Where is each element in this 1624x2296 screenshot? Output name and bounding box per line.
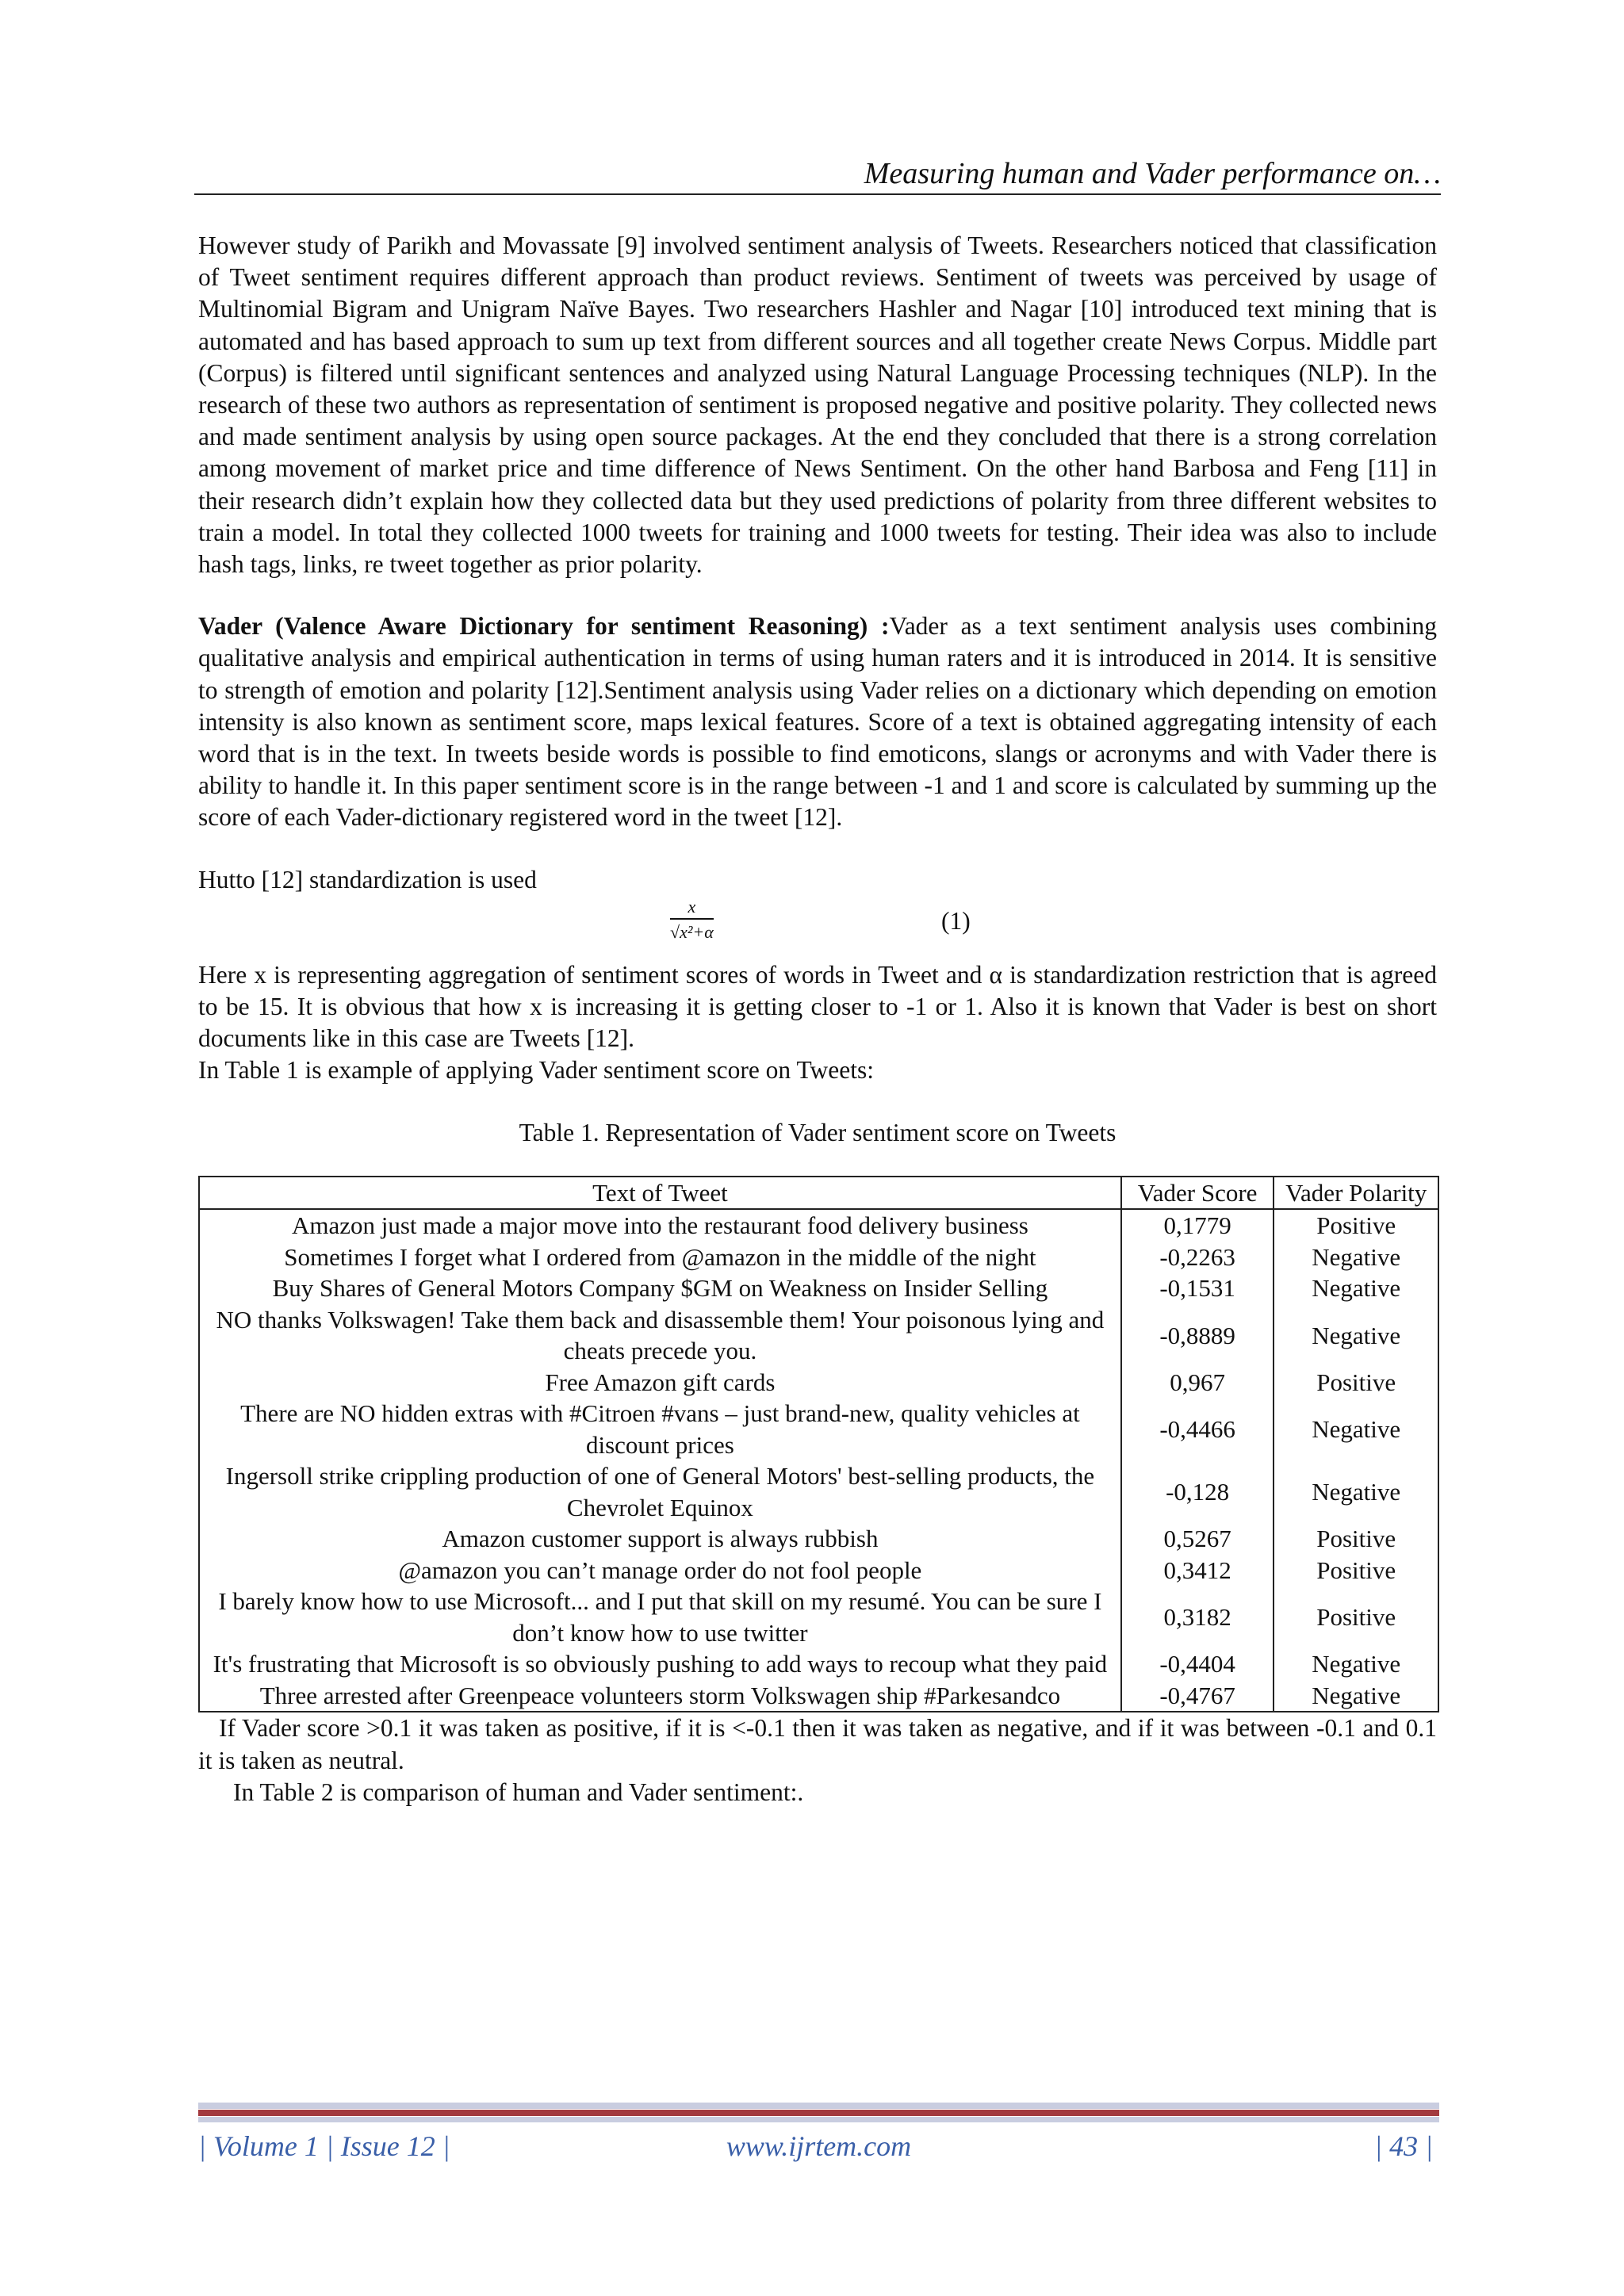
equation-denominator: √x²+α bbox=[670, 921, 714, 942]
table-caption: Table 1. Representation of Vader sentiment score on Tweets bbox=[519, 1118, 1116, 1146]
tweet-text: NO thanks Volkswagen! Take them back and disassemble them! Your poisonous lying and cheats precede you. bbox=[199, 1304, 1121, 1367]
table-row bbox=[199, 1555, 1438, 1586]
footer-band-top bbox=[198, 2103, 1439, 2109]
table-row bbox=[199, 1304, 1438, 1367]
table-row bbox=[199, 1680, 1438, 1712]
tweet-text: Amazon customer support is always rubbish bbox=[199, 1523, 1121, 1555]
paragraph-standardization: Hutto [12] standardization is used bbox=[198, 865, 537, 894]
tweet-score: -0,4466 bbox=[1121, 1398, 1274, 1460]
running-header: Measuring human and Vader performance on… bbox=[864, 157, 1441, 190]
tweet-polarity: Positive bbox=[1274, 1523, 1438, 1555]
equation-number: (1) bbox=[941, 906, 971, 935]
tweet-text: There are NO hidden extras with #Citroen #vans – just brand-new, quality vehicles at discount prices bbox=[199, 1398, 1121, 1460]
tweet-polarity: Negative bbox=[1274, 1242, 1438, 1273]
table-row bbox=[199, 1209, 1438, 1242]
paragraph-equation-explanation: Here x is representing aggregation of sentiment scores of words in Tweet and α is standardization restriction that is agreed to be 15. It is obvious that how x is increasing it is getting closer to -1 or 1. Also it is known that Vader is best on short documents like in this case are Tweets [12]. bbox=[198, 960, 1437, 1053]
table-row bbox=[199, 1586, 1438, 1648]
tweet-text: Free Amazon gift cards bbox=[199, 1367, 1121, 1399]
table-row bbox=[199, 1242, 1438, 1273]
tweet-score: -0,4404 bbox=[1121, 1648, 1274, 1680]
tweet-score: 0,5267 bbox=[1121, 1523, 1274, 1555]
vader-table bbox=[198, 1176, 1439, 1713]
tweet-text: Ingersoll strike crippling production of one of General Motors' best-selling products, the Chevrolet Equinox bbox=[199, 1460, 1121, 1523]
footer-page-number: | 43 | bbox=[1374, 2130, 1433, 2162]
equation-1 bbox=[198, 896, 1437, 959]
tweet-polarity: Negative bbox=[1274, 1272, 1438, 1304]
tweet-polarity: Positive bbox=[1274, 1367, 1438, 1399]
tweet-text: Sometimes I forget what I ordered from @amazon in the middle of the night bbox=[199, 1242, 1121, 1273]
table-row bbox=[199, 1367, 1438, 1399]
tweet-score: 0,967 bbox=[1121, 1367, 1274, 1399]
paragraph-threshold-rule: If Vader score >0.1 it was taken as positive, if it is <-0.1 then it was taken as negative, and if it was between -0.1 and 0.1 it is taken as neutral. bbox=[198, 1714, 1437, 1774]
table-row bbox=[199, 1648, 1438, 1680]
table-row bbox=[199, 1523, 1438, 1555]
header-rule bbox=[194, 193, 1441, 195]
footer-band-middle bbox=[198, 2110, 1439, 2116]
tweet-polarity: Negative bbox=[1274, 1648, 1438, 1680]
tweet-text: I barely know how to use Microsoft... and I put that skill on my resumé. You can be sure I don’t know how to use twitter bbox=[199, 1586, 1121, 1648]
paragraph-vader bbox=[198, 610, 1437, 833]
tweet-score: -0,1531 bbox=[1121, 1272, 1274, 1304]
table-header-row bbox=[199, 1177, 1438, 1210]
tweet-score: -0,2263 bbox=[1121, 1242, 1274, 1273]
tweet-score: -0,4767 bbox=[1121, 1680, 1274, 1712]
tweet-score: 0,1779 bbox=[1121, 1209, 1274, 1242]
tweet-score: -0,128 bbox=[1121, 1460, 1274, 1523]
table-row bbox=[199, 1398, 1438, 1460]
tweet-text: Three arrested after Greenpeace volunteers storm Volkswagen ship #Parkesandco bbox=[199, 1680, 1121, 1712]
paragraph-related-work: However study of Parikh and Movassate [9] involved sentiment analysis of Tweets. Researchers noticed that classification of Tweet sentiment requires different approach than product reviews. Sentiment of tweets was perceived by usage of Multinomial Bigram and Unigram Naïve Bayes. Two researchers Hashler and Nagar [10] introduced text mining that is automated and has based approach to sum up text from different sources and all together create News Corpus. Middle part (Corpus) is filtered until significant sentences and analyzed using Natural Language Processing techniques (NLP). In the research of these two authors as representation of sentiment is proposed negative and positive polarity. They collected news and made sentiment analysis by using open source packages. At the end they concluded that there is a strong correlation among movement of market price and time difference of News Sentiment. On the other hand Barbosa and Feng [11] in their research didn’t explain how they collected data but they used predictions of polarity from three different websites to train a model. In total they collected 1000 tweets for training and 1000 tweets for testing. Their idea was also to include hash tags, links, re tweet together as prior polarity. bbox=[198, 232, 1437, 579]
tweet-polarity: Negative bbox=[1274, 1304, 1438, 1367]
equation-numerator: x bbox=[670, 897, 714, 920]
table-row bbox=[199, 1460, 1438, 1523]
header-vader-polarity: Vader Polarity bbox=[1274, 1177, 1438, 1210]
tweet-text: It's frustrating that Microsoft is so obviously pushing to add ways to recoup what they paid bbox=[199, 1648, 1121, 1680]
tweet-polarity: Negative bbox=[1274, 1398, 1438, 1460]
paragraph-table2-intro: In Table 2 is comparison of human and Vader sentiment:. bbox=[233, 1777, 804, 1806]
paragraph-table-intro: In Table 1 is example of applying Vader sentiment score on Tweets: bbox=[198, 1056, 875, 1085]
footer-website-link[interactable]: www.ijrtem.com bbox=[726, 2130, 912, 2162]
footer-volume-issue: | Volume 1 | Issue 12 | bbox=[198, 2130, 450, 2162]
tweet-polarity: Positive bbox=[1274, 1586, 1438, 1648]
body-text bbox=[198, 230, 1437, 1808]
header-vader-score: Vader Score bbox=[1121, 1177, 1274, 1210]
tweet-text: Amazon just made a major move into the restaurant food delivery business bbox=[199, 1209, 1121, 1242]
tweet-polarity: Negative bbox=[1274, 1680, 1438, 1712]
vader-definition-term: Vader (Valence Aware Dictionary for sentiment Reasoning) : bbox=[198, 612, 890, 641]
tweet-text: @amazon you can’t manage order do not fool people bbox=[199, 1555, 1121, 1586]
tweet-score: 0,3182 bbox=[1121, 1586, 1274, 1648]
equation-fraction bbox=[670, 897, 714, 942]
tweet-score: -0,8889 bbox=[1121, 1304, 1274, 1367]
vader-definition-text: Vader as a text sentiment analysis uses combining qualitative analysis and empirical authentication in terms of using human raters and it is introduced in 2014. It is sensitive to strength of emotion and polarity [12].Sentiment analysis using Vader relies on a dictionary which depending on emotion intensity is also known as sentiment score, maps lexical features. Score of a text is obtained aggregating intensity of each word that is in the text. In tweets beside words is possible to find emoticons, slangs or acronyms and with Vader there is ability to handle it. In this paper sentiment score is in the range between -1 and 1 and score is calculated by summing up the score of each Vader-dictionary registered word in the tweet [12]. bbox=[198, 612, 1437, 832]
page-footer bbox=[198, 2128, 1439, 2164]
tweet-score: 0,3412 bbox=[1121, 1555, 1274, 1586]
tweet-polarity: Positive bbox=[1274, 1555, 1438, 1586]
header-text-of-tweet: Text of Tweet bbox=[199, 1177, 1121, 1210]
tweet-polarity: Positive bbox=[1274, 1209, 1438, 1242]
tweet-polarity: Negative bbox=[1274, 1460, 1438, 1523]
tweet-text: Buy Shares of General Motors Company $GM on Weakness on Insider Selling bbox=[199, 1272, 1121, 1304]
table-row bbox=[199, 1272, 1438, 1304]
footer-band-bottom bbox=[198, 2117, 1439, 2122]
